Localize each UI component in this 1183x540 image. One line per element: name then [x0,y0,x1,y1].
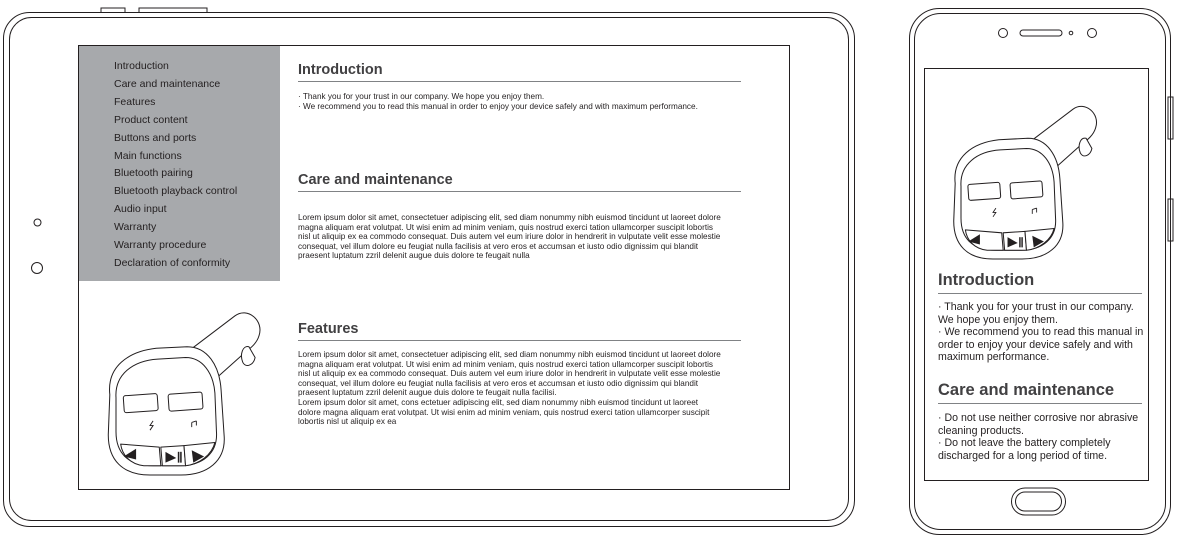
toc-item-bluetooth-playback-control[interactable]: Bluetooth playback control [114,185,238,198]
toc-item-introduction[interactable]: Introduction [114,60,169,72]
car-charger-illustration-icon [945,93,1105,265]
phone-sensor-dot [1069,31,1073,35]
toc-item-warranty-procedure[interactable]: Warranty procedure [114,239,207,252]
toc-item-main-functions[interactable]: Main functions [114,149,182,162]
speaker-grille [1020,30,1062,36]
phone-section-header-care-and-maintenance [938,381,1142,404]
toc-item-product-content[interactable]: Product content [114,113,188,126]
toc-item-bluetooth-pairing[interactable]: Bluetooth pairing [114,167,193,180]
toc-item-buttons-and-ports[interactable]: Buttons and ports [114,131,197,144]
tablet-top-button [101,8,125,12]
section-title: Care and maintenance [938,381,1115,399]
camera-icon [1088,29,1097,38]
tablet-sensor-dot [34,219,41,226]
section-body: · Thank you for your trust in our company. We hope you enjoy them. · We recommend you to read this manual in order to enjoy your device safely and with maximum performance. [938,301,1144,363]
tablet-volume-button [139,8,207,12]
section-body: Lorem ipsum dolor sit amet, consectetuer adipiscing elit, sed diam nonummy nibh euismod tincidunt ut laoreet dolore magna aliquam erat volutpat. Ut wisi enim ad minim veniam, quis nostrud exerci tation ullamcorper suscipit lobortis nisl ut aliquip ex ea commodo consequat. Duis autem vel eum iriure dolor in hendrerit in vulputate velit esse molestie consequat, vel illum dolore eu feugiat nulla facilisis at vero eros et accumsan et iusto odio dignissim qui blandit praesent luptatum zzril delenit augue duis dolore te feugait nulla [298,213,721,261]
section-body: · Do not use neither corrosive nor abrasive cleaning products. · Do not leave the battery completely discharged for a long period of time. [938,412,1139,462]
section-body: · Thank you for your trust in our company. We hope you enjoy them. · We recommend you to read this manual in order to enjoy your device safely and with maximum performance. [298,92,698,111]
section-title: Care and maintenance [298,172,453,188]
phone-sensor-circle [999,29,1008,38]
section-title: Introduction [298,62,383,78]
section-header-introduction [298,62,741,82]
section-title: Introduction [938,271,1035,289]
section-title: Features [298,321,359,337]
toc-item-warranty[interactable]: Warranty [114,221,157,234]
car-charger-illustration-icon [99,300,269,480]
phone-section-header-introduction [938,271,1142,294]
phone-screen [925,69,1148,480]
toc-item-audio-input[interactable]: Audio input [114,203,167,216]
section-header-care-and-maintenance [298,172,741,192]
toc-item-features[interactable]: Features [114,95,156,108]
toc-item-care-and-maintenance[interactable]: Care and maintenance [114,77,221,90]
tablet-camera-icon [32,263,43,274]
section-header-features [298,321,741,341]
tablet-screen [79,46,789,489]
toc-item-declaration-of-conformity[interactable]: Declaration of conformity [114,256,231,269]
section-body: Lorem ipsum dolor sit amet, consectetuer adipiscing elit, sed diam nonummy nibh euismod tincidunt ut laoreet dolore magna aliquam erat volutpat. Ut wisi enim ad minim veniam, quis nostrud exerci tation ullamcorper suscipit lobortis nisl ut aliquip ex ea commodo consequat. Duis autem vel eum iriure dolor in hendrerit in vulputate velit esse molestie consequat, vel illum dolore eu feugiat nulla facilisis at vero eros et accumsan et iusto odio dignissim qui blandit praesent luptatum zzril delenit augue duis dolore te feugait nulla facilisi. Lorem ipsum dolor sit amet, cons ectetuer adipiscing elit, sed diam nonummy nibh euismod tincidunt ut laoreet dolore magna aliquam erat volutpat. Ut wisi enim ad minim veniam, quis nostrud exerci tation ullamcorper suscipit lobortis nisl ut aliquip ex ea [298,350,721,427]
table-of-contents [79,46,280,281]
